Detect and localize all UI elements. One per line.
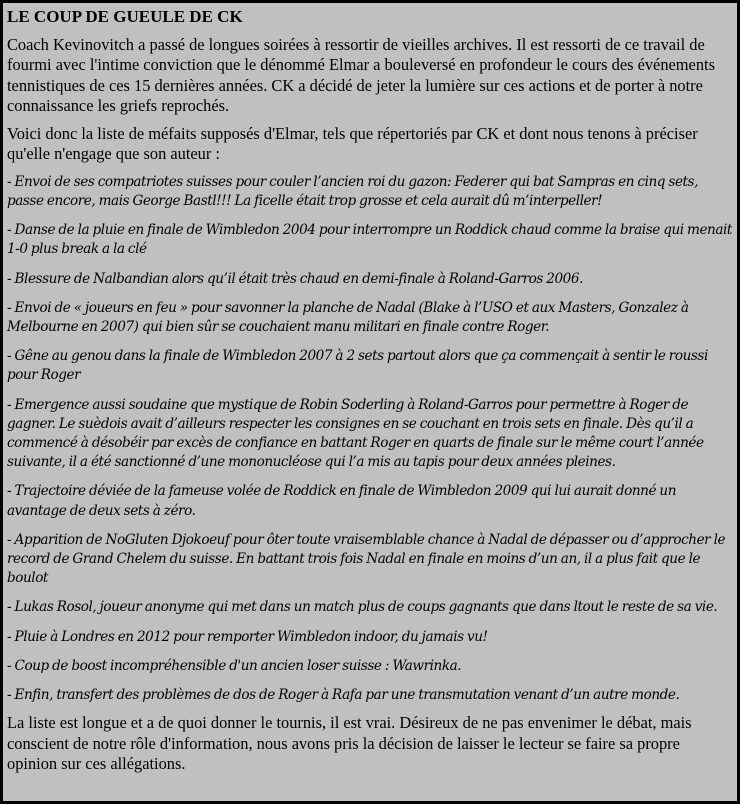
list-item: - Trajectoire déviée de la fameuse volée de Roddick en finale de Wimbledon 2009 qui lui aurait donné un avantage de deux sets à zéro. — [7, 483, 677, 519]
conclusion-paragraph: La liste est longue et a de quoi donner le tournis, il est vrai. Désireux de ne pas envenimer le débat, mais conscient de notre rôle d'information, nous avons pris la décision de laisser le lecteur se faire sa propre opinion sur ces allégations. — [7, 713, 692, 773]
list-item: - Coup de boost incompréhensible d'un ancien loser suisse : Wawrinka. — [7, 657, 462, 674]
list-item: - Blessure de Nalbandian alors qu’il était très chaud en demi-finale à Roland-Garros 2006. — [7, 270, 583, 287]
list-item: - Emergence aussi soudaine que mystique de Robin Soderling à Roland-Garros pour permettre à Roger de gagner. Le suèdois avait d’ailleurs respecter les consignes en se couchant en trois sets en finale. Dès qu’il a commencé à désobéir par excès de confiance en battant Roger en quarts de finale sur le même court l’année suivante, il a été sanctionné d’une mononucléose qui l’a mis au tapis pour deux années pleines. — [7, 396, 704, 471]
list-item: - Gêne au genou dans la finale de Wimbledon 2007 à 2 sets partout alors que ça commençait à sentir le roussi pour Roger — [7, 348, 708, 384]
list-item: - Enfin, transfert des problèmes de dos de Roger à Rafa par une transmutation venant d’un autre monde. — [7, 687, 680, 704]
list-item: - Envoi de ses compatriotes suisses pour couler l’ancien roi du gazon: Federer qui bat Sampras en cinq sets, passe encore, mais George Bastl!!! La ficelle était trop grosse et cela aurait dû m’interpeller! — [7, 173, 698, 209]
intro-paragraph: Coach Kevinovitch a passé de longues soirées à ressortir de vieilles archives. Il est ressorti de ce travail de fourmi avec l'intime conviction que le dénommé Elmar a bouleversé en profondeur le cours des événements tennistiques de ces 15 dernières années. CK a décidé de jeter la lumière sur ces actions et de porter à notre connaissance les griefs reprochés. — [7, 35, 715, 115]
grievance-list — [7, 173, 733, 705]
list-item: - Lukas Rosol, joueur anonyme qui met dans un match plus de coups gagnants que dans ltout le reste de sa vie. — [7, 599, 718, 616]
article-title: LE COUP DE GUEULE DE CK — [7, 7, 243, 26]
list-item: - Danse de la pluie en finale de Wimbledon 2004 pour interrompre un Roddick chaud comme la braise qui menait 1-0 plus break a la clé — [7, 222, 732, 258]
intro-paragraph: Voici donc la liste de méfaits supposés d'Elmar, tels que répertoriés par CK et dont nous tenons à préciser qu'elle n'engage que son auteur : — [7, 124, 698, 164]
list-item: - Envoi de « joueurs en feu » pour savonner la planche de Nadal (Blake à l’USO et aux Masters, Gonzalez à Melbourne en 2007) qui bien sûr se couchaient manu militari en finale contre Roger. — [7, 299, 689, 335]
list-item: - Apparition de NoGluten Djokoeuf pour ôter toute vraisemblable chance à Nadal de dépasser ou d’approcher le record de Grand Chelem du suisse. En battant trois fois Nadal en finale en moins d’un an, il a plus fait que le boulot — [7, 531, 726, 587]
list-item: - Pluie à Londres en 2012 pour remporter Wimbledon indoor, du jamais vu! — [7, 628, 488, 645]
